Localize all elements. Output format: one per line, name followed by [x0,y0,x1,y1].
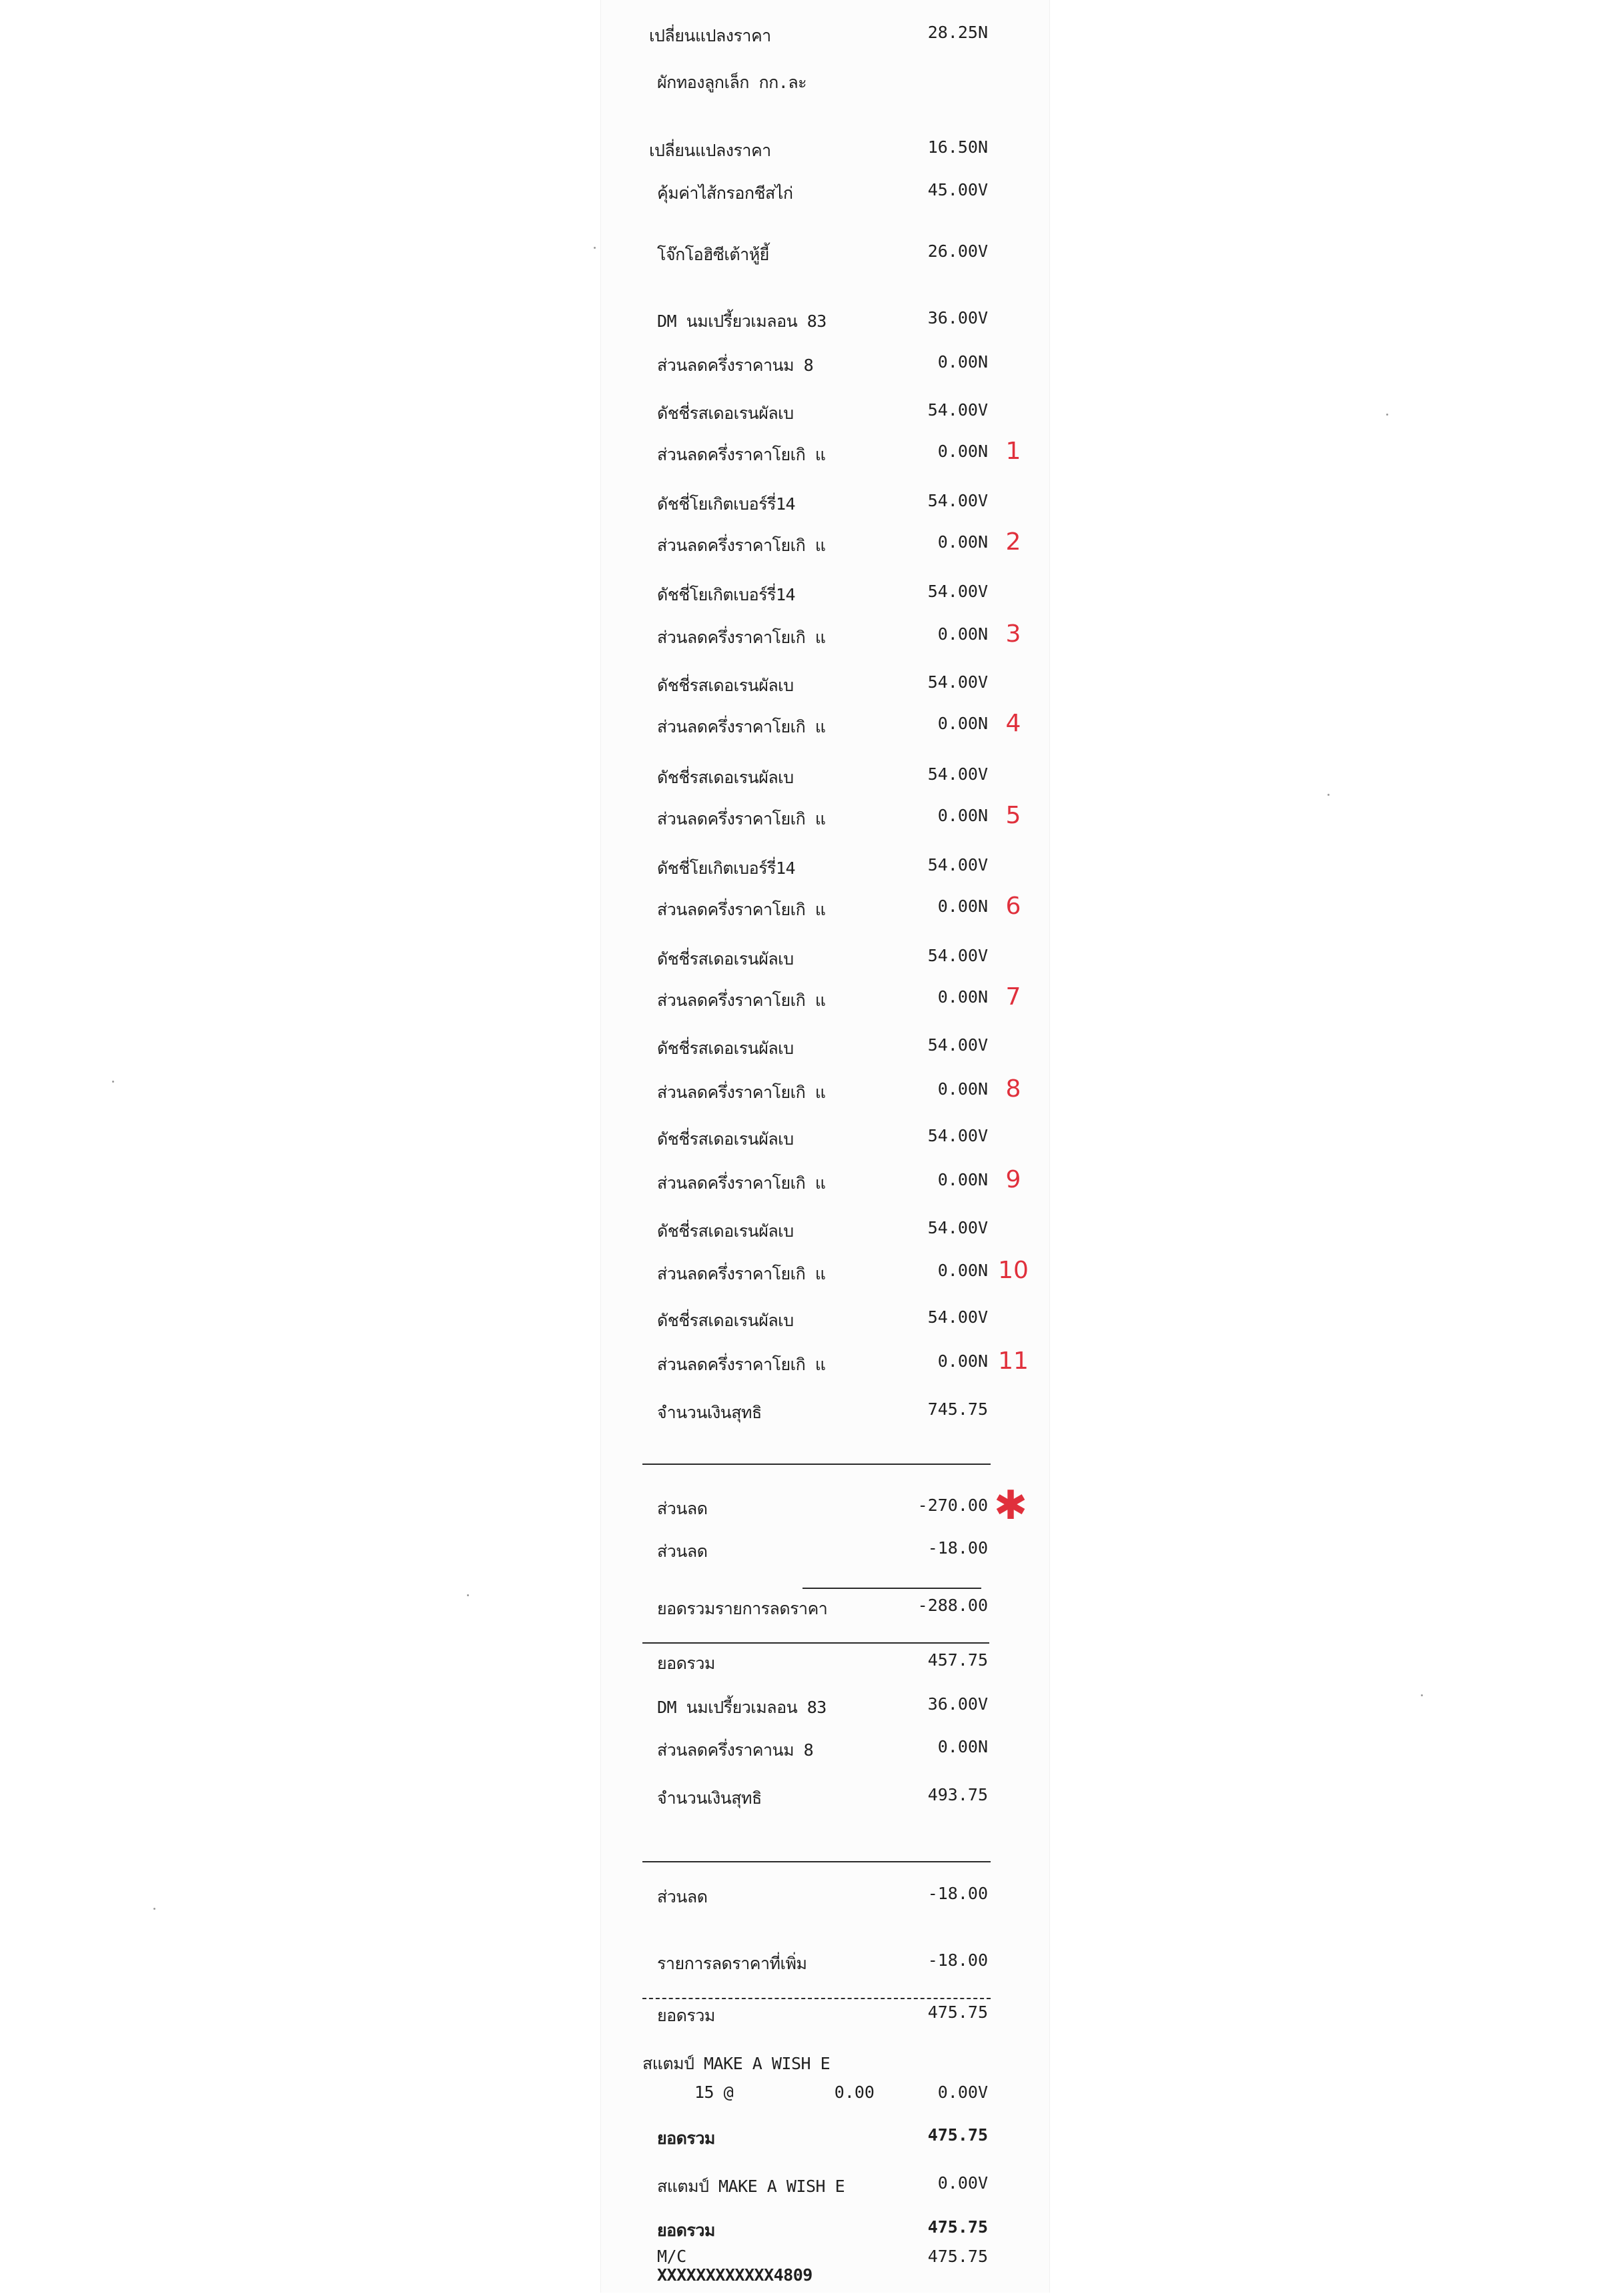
item-label: ผักทองลูกเล็ก กก.ละ [657,73,807,92]
item-label: ดัชชี่รสเดอเรนผัลเบ [657,1039,794,1058]
item-row [601,348,1049,383]
discount-label: ส่วนลด [657,1499,708,1518]
total-label: ยอดรวม [657,2221,715,2240]
discount-total-value: -18.00 [927,1950,988,1970]
item-price: 54.00V [927,582,988,601]
net-total-value: 493.75 [927,1785,988,1804]
item-price: 54.00V [927,1218,988,1237]
total-value: 475.75 [927,2217,988,2237]
item-row [601,438,1049,472]
item-price: 28.25N [927,23,988,42]
item-label: ดัชชี่โยเกิตเบอร์รี่14 [657,494,796,514]
item-label: เปลี่ยนแปลงราคา [649,26,771,45]
scan-speck [1421,1694,1423,1696]
item-row [601,1166,1049,1201]
item-label: คุ้มค่าไส้กรอกชีสไก่ [657,183,793,203]
item-label: ส่วนลดครึ่งราคานม 8 [657,1740,814,1760]
stamp-qty-row [601,2079,1049,2113]
discount-total-row [601,1592,1049,1626]
item-label: ส่วนลดครึ่งราคาโยเกิ แ [657,1355,826,1374]
item-row [601,1303,1049,1338]
separator-line [802,1588,981,1589]
item-row [601,176,1049,211]
handwritten-count-mark: 8 [1005,1075,1021,1103]
handwritten-count-mark: 4 [1005,710,1021,737]
discount-value: -18.00 [927,1538,988,1558]
discount-value: -18.00 [927,1884,988,1903]
item-price: 745.75 [927,1399,988,1419]
item-label: ส่วนลดครึ่งราคานม 8 [657,356,814,375]
item-label: ส่วนลดครึ่งราคาโยเกิ แ [657,717,826,736]
item-price: 0.00N [937,1261,988,1280]
item-price: 54.00V [927,764,988,784]
item-label: ส่วนลดครึ่งราคาโยเกิ แ [657,900,826,919]
handwritten-count-mark: 1 [1005,438,1021,465]
item-price: 0.00N [937,806,988,825]
stamp-quantity: 15 @ [694,2083,734,2102]
discount-row [601,1534,1049,1569]
scan-speck [153,1908,155,1910]
item-row [601,760,1049,795]
item-label: DM นมเปรี้ยวเมลอน 83 [657,1698,827,1717]
handwritten-count-mark: 10 [998,1257,1029,1284]
item-row [601,668,1049,703]
item-label: ดัชชี่รสเดอเรนผัลเบ [657,1129,794,1149]
item-price: 26.00V [927,241,988,261]
item-label: DM นมเปรี้ยวเมลอน 83 [657,312,827,331]
card-number-row [601,2261,1049,2296]
item-row [601,1690,1049,1725]
item-label: ส่วนลดครึ่งราคาโยเกิ แ [657,1083,826,1102]
item-price: 36.00V [927,308,988,328]
item-price: 16.50N [927,137,988,157]
item-label: ดัชชี่รสเดอเรนผัลเบ [657,949,794,969]
item-row [601,133,1049,168]
discount-total-label: ยอดรวมรายการลดราคา [657,1599,828,1618]
item-price: 54.00V [927,491,988,510]
item-row [601,1031,1049,1066]
stamp-row [601,2169,1049,2204]
scan-speck [594,247,596,249]
item-label: จำนวนเงินสุทธิ [657,1403,762,1422]
total-value: 475.75 [927,2125,988,2145]
discount-row [601,1880,1049,1914]
item-row [601,1257,1049,1291]
item-price: 0.00N [937,532,988,552]
item-row [601,19,1049,53]
item-row [601,237,1049,272]
item-price: 54.00V [927,946,988,965]
item-price: 0.00N [937,1351,988,1371]
item-row [601,802,1049,836]
item-price: 54.00V [927,855,988,875]
handwritten-count-mark: 7 [1005,983,1021,1011]
handwritten-count-mark: 2 [1005,528,1021,556]
item-label: ส่วนลดครึ่งราคาโยเกิ แ [657,445,826,464]
item-price: 0.00N [937,624,988,644]
item-row [601,1075,1049,1110]
item-label: ส่วนลดครึ่งราคาโยเกิ แ [657,809,826,828]
total-row [601,2121,1049,2156]
net-total-row [601,1395,1049,1430]
handwritten-count-mark: 3 [1005,620,1021,648]
item-label: ดัชชี่โยเกิตเบอร์รี่14 [657,858,796,878]
item-label: ดัชชี่รสเดอเรนผัลเบ [657,1221,794,1241]
handwritten-count-mark: 6 [1005,893,1021,920]
total-label: ยอดรวม [657,2129,715,2148]
discount-row [601,1482,1049,1529]
item-row [601,620,1049,655]
net-total-label: จำนวนเงินสุทธิ [657,1788,762,1808]
item-price: 45.00V [927,180,988,199]
item-label: ดัชชี่รสเดอเรนผัลเบ [657,1311,794,1330]
item-row [601,983,1049,1018]
item-row [601,1214,1049,1249]
separator-line [642,1464,991,1465]
item-price: 0.00N [937,1737,988,1756]
item-row [601,304,1049,339]
stamp-unit-price: 0.00 [834,2083,875,2102]
subtotal-value: 457.75 [927,1650,988,1670]
discount-total-value: -288.00 [917,1596,988,1615]
stamp-row [601,2047,1049,2081]
scan-speck [1386,414,1388,416]
stamp-label: สแตมป์ MAKE A WISH E [657,2177,845,2196]
item-label: เปลี่ยนแปลงราคา [649,141,771,160]
discount-total-label: รายการลดราคาที่เพิ่ม [657,1954,807,1973]
item-label: ส่วนลดครึ่งราคาโยเกิ แ [657,628,826,647]
stamp-value: 0.00V [937,2173,988,2193]
item-row [601,528,1049,563]
item-label: ส่วนลดครึ่งราคาโยเกิ แ [657,1173,826,1193]
separator-line [642,1861,991,1862]
item-price: 54.00V [927,400,988,420]
item-row [601,578,1049,612]
subtotal-value: 475.75 [927,2002,988,2022]
item-row [601,65,1049,100]
item-label: ส่วนลดครึ่งราคาโยเกิ แ [657,1264,826,1283]
handwritten-count-mark: 11 [998,1347,1029,1375]
item-row [601,1122,1049,1157]
item-price: 54.00V [927,1035,988,1055]
net-total-row [601,1781,1049,1816]
discount-value: -270.00 [917,1496,988,1515]
item-row [601,942,1049,977]
item-price: 0.00N [937,714,988,733]
item-row [601,893,1049,927]
item-row [601,1347,1049,1382]
payment-method: M/C [657,2247,686,2266]
receipt-paper [600,0,1050,2293]
item-price: 0.00N [937,1079,988,1099]
item-price: 54.00V [927,1307,988,1327]
subtotal-row [601,1646,1049,1681]
item-row [601,851,1049,886]
item-row [601,396,1049,431]
item-label: ดัชชี่โยเกิตเบอร์รี่14 [657,585,796,604]
item-price: 54.00V [927,1126,988,1145]
item-price: 0.00N [937,897,988,916]
item-price: 54.00V [927,672,988,692]
item-row [601,710,1049,744]
item-label: ส่วนลดครึ่งราคาโยเกิ แ [657,536,826,555]
item-label: ดัชชี่รสเดอเรนผัลเบ [657,404,794,423]
card-number: XXXXXXXXXXXX4809 [657,2265,813,2285]
discount-label: ส่วนลด [657,1887,708,1906]
item-row [601,1733,1049,1768]
handwritten-count-mark: 9 [1005,1166,1021,1193]
separator-line [642,1642,989,1644]
item-label: โจ๊กโอฮิซีเต้าหู้ยี้ [657,245,769,264]
subtotal-label: ยอดรวม [657,1654,715,1673]
item-price: 0.00N [937,352,988,372]
discount-label: ส่วนลด [657,1542,708,1561]
item-label: ดัชชี่รสเดอเรนผัลเบ [657,676,794,695]
scan-speck [467,1594,469,1596]
payment-value: 475.75 [927,2247,988,2266]
item-price: 0.00N [937,987,988,1007]
handwritten-count-mark: 5 [1005,802,1021,829]
subtotal-row [601,1998,1049,2033]
item-row [601,487,1049,522]
subtotal-label: ยอดรวม [657,2006,715,2025]
asterisk-annotation: ✱ [993,1482,1028,1529]
item-price: 0.00N [937,442,988,461]
stamp-value: 0.00V [937,2083,988,2102]
scan-speck [112,1081,114,1083]
item-price: 36.00V [927,1694,988,1714]
discount-total-row [601,1946,1049,1981]
item-label: ดัชชี่รสเดอเรนผัลเบ [657,768,794,787]
item-label: ส่วนลดครึ่งราคาโยเกิ แ [657,991,826,1010]
scan-speck [1327,794,1329,796]
item-price: 0.00N [937,1170,988,1189]
stamp-label: สแตมป์ MAKE A WISH E [642,2054,831,2073]
